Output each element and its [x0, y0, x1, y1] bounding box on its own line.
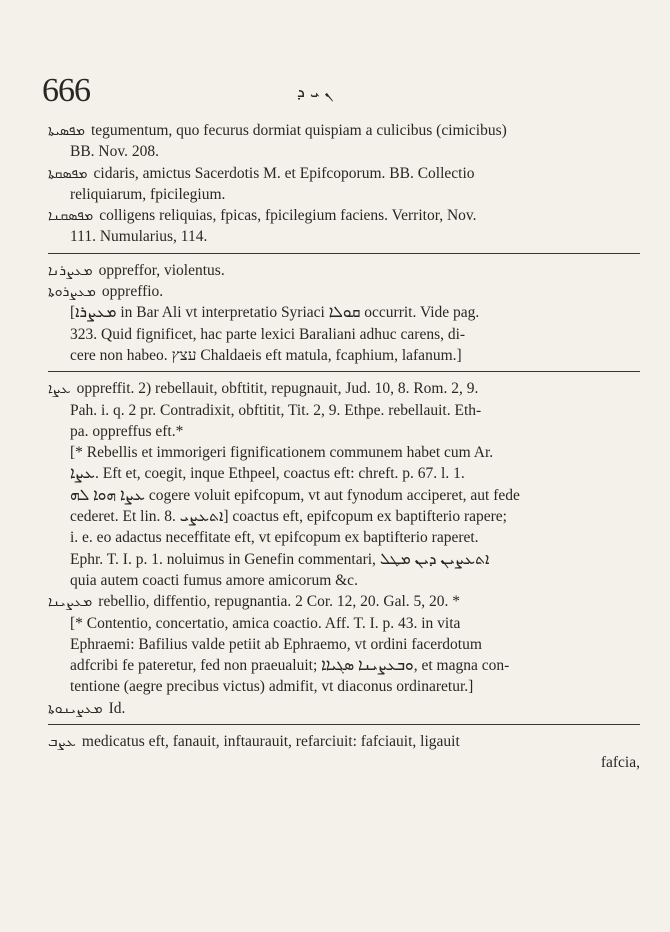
entry-line: [48, 324, 640, 345]
entry-text: cere non habeo. עצץ Chaldaeis eft matula, fcaphium, lafanum.]: [70, 346, 462, 364]
entry-text: ܥܨܐ. Eft et, coegit, inque Ethpeel, coactus eft: chreft. p. 67. l. 1.: [70, 465, 465, 483]
entry-line: [48, 226, 640, 247]
entry-text: [* Rebellis et immorigeri fignificationem communem habet cum Ar.: [70, 444, 494, 462]
entry-line: [48, 442, 640, 463]
entry-line: [48, 141, 640, 162]
syriac-headword: ܡܦܣܩܢܐ: [48, 208, 94, 225]
entry-text: oppreffio.: [101, 283, 164, 301]
section-rule: [48, 371, 640, 372]
entry-line: [48, 731, 640, 752]
entry-line: [48, 634, 640, 655]
entry-line: [48, 613, 640, 634]
running-head: ܢ ܝ ܕ: [297, 82, 334, 101]
syriac-headword: ܡܥܨܝܢܘܬܐ: [48, 700, 103, 717]
entry-line: [48, 570, 640, 591]
entry-text: i. e. eo adactus neceffitate eft, vt epifcopum ex baptifterio raperet.: [70, 529, 479, 547]
entry-line: [48, 506, 640, 527]
entry-text: tentione (aegre precibus victus) admifit, vt diaconus ordinaretur.]: [70, 678, 474, 696]
entry-text: cidaris, amictus Sacerdotis M. et Epifcoporum. BB. Collectio: [93, 164, 475, 182]
syriac-headword: ܡܥܨܪܢܐ: [48, 262, 93, 279]
entry-text: cederet. Et lin. 8. ܐܬܥܨܝ] coactus eft, epifcopum ex baptifterio rapere;: [70, 508, 507, 526]
entry-line: [48, 260, 640, 281]
entry-line: [48, 752, 640, 773]
syriac-headword: ܡܥܨܝܢܐ: [48, 594, 93, 611]
entry-line: [48, 676, 640, 697]
entry-line: [48, 120, 640, 141]
entry-text: [ܡܥܨܪܐ in Bar Ali vt interpretatio Syriaci ܩܘܠܐ occurrit. Vide pag.: [70, 304, 480, 322]
entry-line: [48, 205, 640, 226]
entry-text: Ephraemi: Bafilius valde petiit ab Ephraemo, vt ordini facerdotum: [70, 635, 482, 653]
entry-line: [48, 655, 640, 676]
entry-line: [48, 421, 640, 442]
entry-line: [48, 345, 640, 366]
entry-text: tegumentum, quo fecurus dormiat quispiam a culicibus (cimicibus): [90, 122, 507, 139]
entry-text: [* Contentio, concertatio, amica coactio. Aff. T. I. p. 43. in vita: [70, 614, 461, 632]
entry-text: rebellio, diffentio, repugnantia. 2 Cor. 12, 20. Gal. 5, 20. *: [98, 593, 461, 611]
entry-line: [48, 400, 640, 421]
page-number: 666: [42, 72, 90, 109]
entry-line: [48, 549, 640, 570]
entry-text: medicatus eft, fanauit, inftaurauit, refarciuit: fafciauit, ligauit: [81, 733, 460, 751]
entry-text: pa. oppreffus eft.*: [70, 422, 184, 440]
entry-text: Ephr. T. I. p. 1. noluimus in Genefin commentari, ܐܬܥܨܝܢ ܕܝܢ ܡܛܠ: [70, 550, 490, 568]
syriac-headword: ܡܦܣܝܬܐ: [48, 123, 85, 139]
entry-line: [48, 591, 640, 612]
entry-text: 111. Numularius, 114.: [70, 228, 208, 246]
entry-text: fafcia,: [600, 754, 640, 772]
dictionary-entries: [48, 120, 640, 774]
entry-line: [48, 463, 640, 484]
entry-line: [48, 163, 640, 184]
entry-text: 323. Quid fignificet, hac parte lexici Baraliani adhuc carens, di-: [70, 325, 466, 343]
entry-text: adfcribi fe pateretur, fed non praeualuit; ܘܒܥܨܝܢܐ ܣܓܝܐܐ, et magna con-: [70, 657, 510, 675]
entry-text: Id.: [108, 699, 126, 717]
entry-line: [48, 527, 640, 548]
syriac-headword: ܥܨܒ: [48, 734, 76, 751]
section-rule: [48, 253, 640, 254]
entry-text: Pah. i. q. 2 pr. Contradixit, obftitit, Tit. 2, 9. Ethpe. rebellauit. Eth-: [70, 401, 482, 419]
entry-text: reliquiarum, fpicilegium.: [70, 185, 226, 203]
entry-text: oppreffit. 2) rebellauit, obftitit, repugnauit, Jud. 10, 8. Rom. 2, 9.: [76, 380, 479, 398]
entry-line: [48, 698, 640, 719]
section-rule: [48, 724, 640, 725]
page-header: [42, 72, 632, 112]
entry-line: [48, 302, 640, 323]
entry-line: [48, 281, 640, 302]
entry-text: oppreffor, violentus.: [98, 261, 225, 279]
entry-line: [48, 378, 640, 399]
entry-line: [48, 184, 640, 205]
entry-text: BB. Nov. 208.: [70, 143, 159, 161]
syriac-headword: ܥܨܐ: [48, 381, 71, 398]
entry-line: [48, 485, 640, 506]
entry-text: quia autem coacti fumus amore amicorum &c.: [70, 571, 358, 589]
entry-text: colligens reliquias, fpicas, fpicilegium faciens. Verritor, Nov.: [99, 207, 477, 225]
entry-text: ܥܨܐ ܗܘܐ ܠܗ cogere voluit epifcopum, vt aut fynodum acciperet, aut fede: [70, 486, 520, 504]
syriac-headword: ܡܦܣܩܬܐ: [48, 165, 88, 182]
syriac-headword: ܡܥܨܪܘܬܐ: [48, 284, 96, 301]
